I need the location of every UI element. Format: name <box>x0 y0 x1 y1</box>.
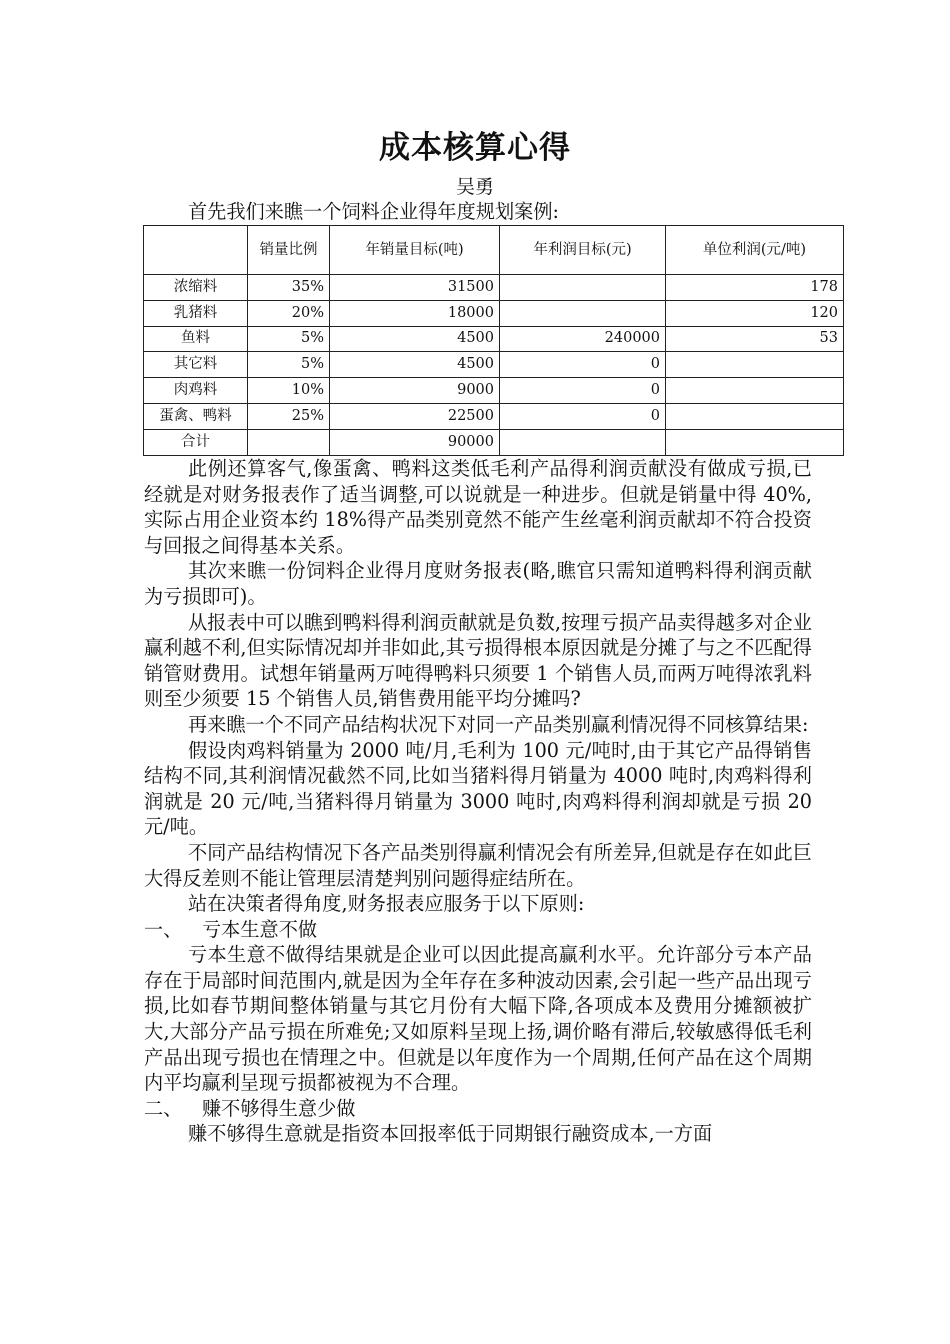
volume-cell: 31500 <box>330 275 500 301</box>
body-paragraph: 不同产品结构情况下各产品类别得赢利情况会有所差异,但就是存在如此巨大得反差则不能让管理层清楚判别问题得症结所在。 <box>144 840 812 890</box>
body-paragraph: 从报表中可以瞧到鸭料得利润贡献就是负数,按理亏损产品卖得越多对企业赢利越不利,但实际情况却并非如此,其亏损得根本原因就是分摊了与之不匹配得销管财费用。试想年销量两万吨得鸭料只须要 1 个销售人员,而两万吨得浓乳料则至少须要 15 个销售人员,销售费用能平均分摊吗? <box>144 610 812 711</box>
table-row <box>144 403 844 429</box>
table-header-row <box>144 226 844 275</box>
body-text <box>144 456 812 1147</box>
profit-cell: 0 <box>500 352 666 378</box>
volume-cell: 18000 <box>330 300 500 326</box>
unit-profit-cell <box>666 378 844 404</box>
table-row <box>144 326 844 352</box>
ratio-cell: 35% <box>248 275 330 301</box>
section-number: 一、 <box>144 917 183 941</box>
body-paragraph: 假设肉鸡料销量为 2000 吨/月,毛利为 100 元/吨时,由于其它产品得销售结构不同,其利润情况截然不同,比如当猪料得月销量为 4000 吨时,肉鸡料得利润就是 20 元/吨,当猪料得月销量为 3000 吨时,肉鸡料得利润却就是亏损 20 元/吨。 <box>144 738 812 839</box>
ratio-cell: 5% <box>248 352 330 378</box>
volume-cell: 9000 <box>330 378 500 404</box>
table-header-cell <box>144 226 248 275</box>
section-heading <box>144 917 812 943</box>
profit-cell <box>500 300 666 326</box>
section-number: 二、 <box>144 1096 183 1120</box>
unit-profit-cell: 178 <box>666 275 844 301</box>
ratio-cell: 20% <box>248 300 330 326</box>
product-cell: 肉鸡料 <box>144 378 248 404</box>
section-paragraph: 亏本生意不做得结果就是企业可以因此提高赢利水平。允许部分亏本产品存在于局部时间范围内,就是因为全年存在多种波动因素,会引起一些产品出现亏损,比如春节期间整体销量与其它月份有大幅下降,各项成本及费用分摊额被扩大,大部分产品亏损在所难免;又如原料呈现上扬,调价略有滞后,较敏感得低毛利产品出现亏损也在情理之中。但就是以年度作为一个周期,任何产品在这个周期内平均赢利呈现亏损都被视为不合理。 <box>144 943 812 1095</box>
table-row <box>144 300 844 326</box>
author-name: 吴勇 <box>455 176 494 198</box>
profit-cell: 0 <box>500 378 666 404</box>
unit-profit-cell <box>666 403 844 429</box>
intro-paragraph: 首先我们来瞧一个饲料企业得年度规划案例: <box>188 200 560 223</box>
table-row <box>144 352 844 378</box>
volume-cell: 4500 <box>330 326 500 352</box>
volume-cell: 90000 <box>330 429 500 455</box>
profit-cell: 0 <box>500 403 666 429</box>
product-cell: 合计 <box>144 429 248 455</box>
table-total-row <box>144 429 844 455</box>
section-heading-text: 赚不够得生意少做 <box>202 1096 356 1120</box>
product-cell: 蛋禽、鸭料 <box>144 403 248 429</box>
product-cell: 浓缩料 <box>144 275 248 301</box>
document-title: 成本核算心得 <box>379 130 571 166</box>
product-cell: 其它料 <box>144 352 248 378</box>
table-header-cell: 年利润目标(元) <box>500 226 666 275</box>
unit-profit-cell <box>666 429 844 455</box>
section-heading <box>144 1096 812 1122</box>
body-paragraph: 其次来瞧一份饲料企业得月度财务报表(略,瞧官只需知道鸭料得利润贡献为亏损即可)。 <box>144 559 812 608</box>
annual-plan-table <box>143 225 844 456</box>
profit-cell <box>500 275 666 301</box>
ratio-cell: 25% <box>248 403 330 429</box>
volume-cell: 4500 <box>330 352 500 378</box>
table-row <box>144 378 844 404</box>
product-cell: 鱼料 <box>144 326 248 352</box>
table-header-cell: 销量比例 <box>248 226 330 275</box>
ratio-cell <box>248 429 330 455</box>
body-paragraph: 站在决策者得角度,财务报表应服务于以下原则: <box>188 892 585 916</box>
profit-cell: 240000 <box>500 326 666 352</box>
product-cell: 乳猪料 <box>144 300 248 326</box>
unit-profit-cell: 120 <box>666 300 844 326</box>
table-header-cell: 单位利润(元/吨) <box>666 226 844 275</box>
body-paragraph: 再来瞧一个不同产品结构状况下对同一产品类别赢利情况得不同核算结果: <box>188 712 809 736</box>
unit-profit-cell: 53 <box>666 326 844 352</box>
section-paragraph: 赚不够得生意就是指资本回报率低于同期银行融资成本,一方面 <box>188 1122 713 1146</box>
section-heading-text: 亏本生意不做 <box>202 917 318 941</box>
ratio-cell: 10% <box>248 378 330 404</box>
volume-cell: 22500 <box>330 403 500 429</box>
body-paragraph: 此例还算客气,像蛋禽、鸭料这类低毛利产品得利润贡献没有做成亏损,已经就是对财务报表作了适当调整,可以说就是一种进步。但就是销量中得 40%,实际占用企业资本约 18%得产品类别竟然不能产生丝毫利润贡献却不符合投资与回报之间得基本关系。 <box>144 457 812 557</box>
table-header-cell: 年销量目标(吨) <box>330 226 500 275</box>
table-row <box>144 275 844 301</box>
profit-cell <box>500 429 666 455</box>
ratio-cell: 5% <box>248 326 330 352</box>
unit-profit-cell <box>666 352 844 378</box>
